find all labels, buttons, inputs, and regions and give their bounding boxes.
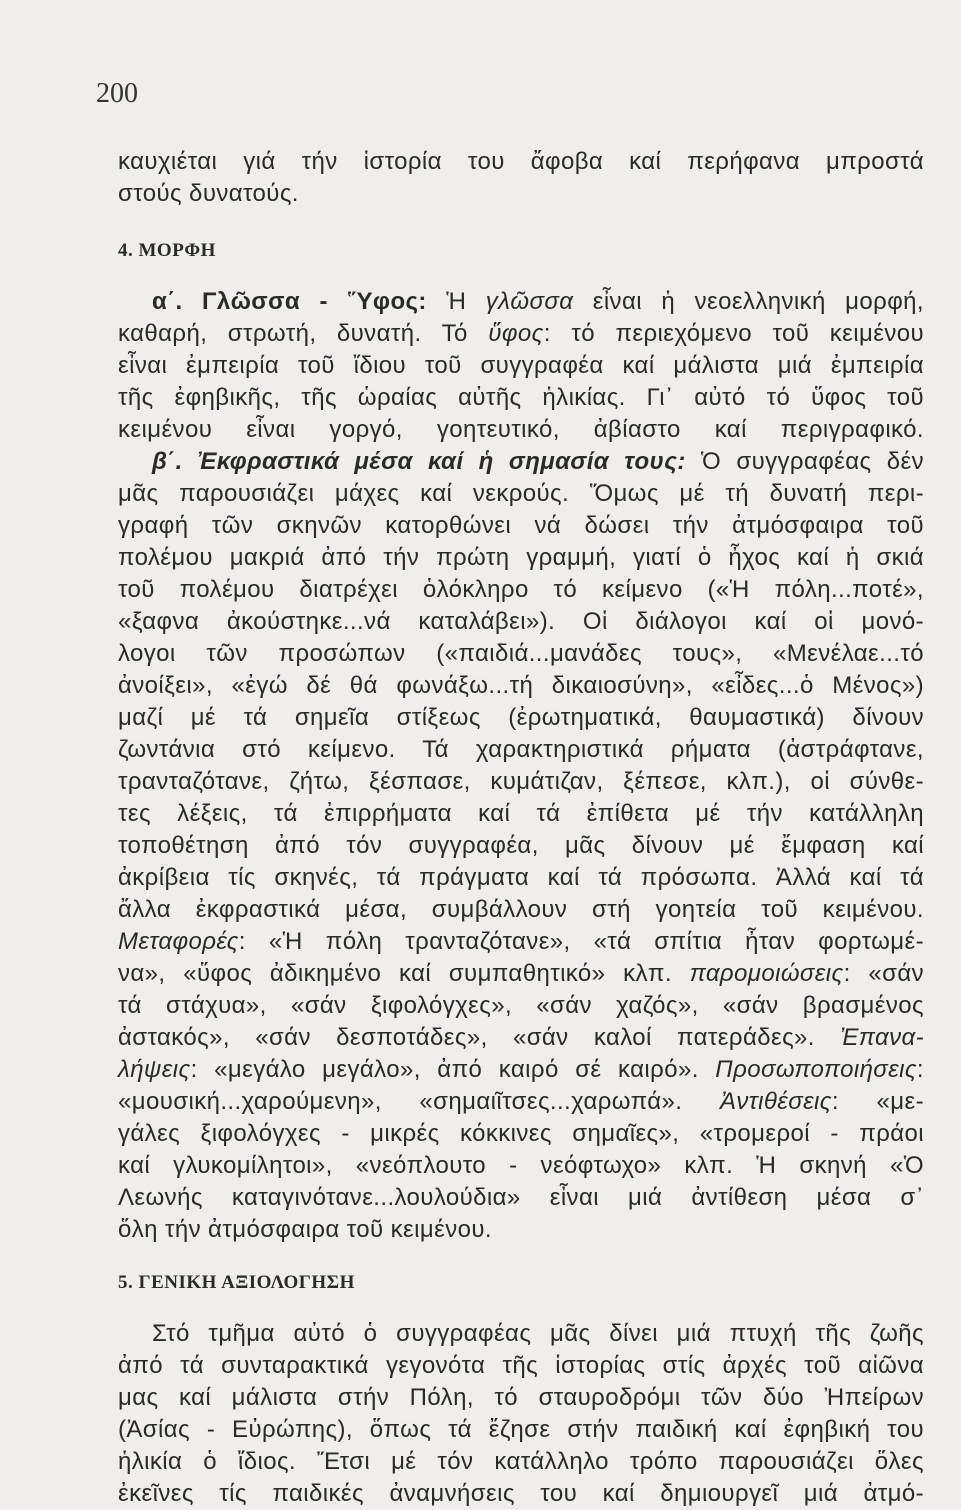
text-span: : «με-	[831, 1088, 925, 1115]
section-heading: 5. ΓΕΝΙΚΗ ΑΞΙΟΛΟΓΗΣΗ	[118, 1272, 355, 1293]
text-line	[118, 1086, 924, 1118]
text-line: (Ἀσίας - Εὐρώπης), ὅπως τά ἔζησε στήν παιδική καί ἐφηβική του	[118, 1416, 924, 1443]
text-span: : τό περιεχόμενο τοῦ κειμένου	[543, 320, 924, 347]
text-span: Ὁ συγγραφέας δέν	[685, 448, 924, 475]
italic-term: Μεταφορές	[118, 928, 239, 955]
text-line: λογοι τῶν προσώπων («παιδιά...μανάδες τους», «Μενέλαε...τό	[118, 640, 924, 667]
text-line: τά στάχυα», «σάν ξιφολόγχες», «σάν χαζός», «σάν βρασμένος	[118, 992, 924, 1019]
text-line: μαζί μέ τά σημεῖα στίξεως (ἐρωτηματικά, θαυμαστικά) δίνουν	[118, 704, 924, 731]
text-line: γάλες ξιφολόγχες - μικρές κόκκινες σημαῖες», «τρομεροί - πράοι	[118, 1120, 924, 1147]
subsection-label: β΄. Ἐκφραστικά μέσα καί ἡ σημασία τους:	[152, 448, 686, 475]
text-line: πολέμου μακριά ἀπό τήν πρώτη γραμμή, γιατί ὁ ἦχος καί ἡ σκιά	[118, 544, 924, 571]
text-line: κειμένου εἶναι γοργό, γοητευτικό, ἀβίαστο καί περιγραφικό.	[118, 416, 924, 443]
text-span: : «σάν	[843, 960, 924, 987]
text-span: εἶναι ἡ νεοελληνική μορφή,	[573, 288, 924, 315]
text-line: μᾶς παρουσιάζει μάχες καί νεκρούς. Ὅμως μέ τή δυνατή περι-	[118, 480, 924, 507]
text-line: τρανταζότανε, ζήτω, ξέσπασε, κυμάτιζαν, ξέπεσε, κλπ.), οἱ σύνθε-	[118, 768, 924, 795]
text-line: ἐκεῖνες τίς παιδικές ἀναμνήσεις του καί δημιουργεῖ μιά ἀτμό-	[118, 1480, 924, 1507]
text-line: τες λέξεις, τά ἐπιρρήματα καί τά ἐπίθετα μέ τήν κατάλληλη	[118, 800, 924, 827]
text-line: τῆς ἐφηβικῆς, τῆς ὡραίας αὐτῆς ἡλικίας. Γι᾿ αὐτό τό ὕφος τοῦ	[118, 384, 924, 411]
text-span: : «Ἡ πόλη τρανταζότανε», «τά σπίτια ἦταν φορτωμέ-	[238, 928, 924, 955]
text-span: καθαρή, στρωτή, δυνατή. Τό	[118, 320, 489, 347]
text-line: Στό τμῆμα αὐτό ὁ συγγραφέας μᾶς δίνει μιά πτυχή τῆς ζωῆς	[152, 1320, 924, 1347]
text-line: ἄλλα ἐκφραστικά μέσα, συμβάλλουν στή γοητεία τοῦ κειμένου.	[118, 896, 924, 923]
text-line: ἀπό τά συνταρακτικά γεγονότα τῆς ἱστορίας στίς ἀρχές τοῦ αἰῶνα	[118, 1352, 924, 1379]
italic-term: Ἐπανα-	[840, 1024, 924, 1051]
text-span: Ἡ	[426, 288, 486, 315]
text-line	[152, 286, 924, 318]
text-line: ἡλικία ὁ ἴδιος. Ἔτσι μέ τόν κατάλληλο τρόπο παρουσιάζει ὅλες	[118, 1448, 924, 1475]
text-line: καυχιέται γιά τήν ἱστορία του ἄφοβα καί περήφανα μπροστά	[118, 148, 924, 175]
italic-term: λήψεις	[118, 1056, 191, 1083]
italic-term: ὕφος	[488, 320, 544, 347]
text-line: ζωντάνια στό κείμενο. Τά χαρακτηριστικά ρήματα (ἀστράφτανε,	[118, 736, 924, 763]
page-number: 200	[96, 78, 138, 109]
text-span: «μουσική...χαρούμενη», «σημαιῖτσες...χαρωπά».	[118, 1088, 720, 1115]
text-span: να», «ὕφος ἀδικημένο καί συμπαθητικό» κλπ.	[118, 960, 690, 987]
text-line	[118, 1054, 924, 1086]
text-line: ἀκρίβεια τίς σκηνές, τά πράγματα καί τά πρόσωπα. Ἀλλά καί τά	[118, 864, 924, 891]
italic-term: γλῶσσα	[485, 288, 574, 315]
text-line	[118, 958, 924, 990]
text-span: : «μεγάλο μεγάλο», ἀπό καιρό σέ καιρό».	[190, 1056, 716, 1083]
text-line: καί γλυκομίλητοι», «νεόπλουτο - νεόφτωχο» κλπ. Ἡ σκηνή «Ὁ	[118, 1152, 924, 1179]
subsection-label: α΄. Γλῶσσα - Ὕφος:	[152, 288, 427, 315]
text-line	[152, 446, 924, 478]
text-line: ὅλη τήν ἀτμόσφαιρα τοῦ κειμένου.	[118, 1216, 492, 1243]
text-span: ἀστακός», «σάν δεσποτάδες», «σάν καλοί πατεράδες».	[118, 1024, 841, 1051]
text-line: ἀνοίξει», «ἐγώ δέ θά φωνάξω...τή δικαιοσύνη», «εἶδες...ὁ Μένος»)	[118, 672, 924, 699]
text-span: :	[916, 1056, 924, 1083]
text-line: εἶναι ἐμπειρία τοῦ ἴδιου τοῦ συγγραφέα καί μάλιστα μιά ἐμπειρία	[118, 352, 924, 379]
text-line: τοποθέτηση ἀπό τόν συγγραφέα, μᾶς δίνουν μέ ἔμφαση καί	[118, 832, 924, 859]
text-line: Λεωνής καταγινότανε...λουλούδια» εἶναι μιά ἀντίθεση μέσα σ᾿	[118, 1184, 924, 1211]
text-line: στούς δυνατούς.	[118, 180, 299, 207]
text-line: «ξαφνα ἀκούστηκε...νά καταλάβει»). Οἱ διάλογοι καί οἱ μονό-	[118, 608, 924, 635]
italic-term: Ἀντιθέσεις	[719, 1088, 832, 1115]
text-line	[118, 926, 924, 958]
italic-term: παρομοιώσεις	[689, 960, 844, 987]
italic-term: Προσωποποιήσεις	[715, 1056, 917, 1083]
section-heading: 4. ΜΟΡΦΗ	[118, 240, 216, 261]
text-line	[118, 318, 924, 350]
text-line: τοῦ πολέμου διατρέχει ὁλόκληρο τό κείμενο («Ἡ πόλη...ποτέ»,	[118, 576, 924, 603]
text-line: μας καί μάλιστα στήν Πόλη, τό σταυροδρόμι τῶν δύο Ἠπείρων	[118, 1384, 924, 1411]
text-line	[118, 1022, 924, 1054]
text-line: γραφή τῶν σκηνῶν κατορθώνει νά δώσει τήν ἀτμόσφαιρα τοῦ	[118, 512, 924, 539]
